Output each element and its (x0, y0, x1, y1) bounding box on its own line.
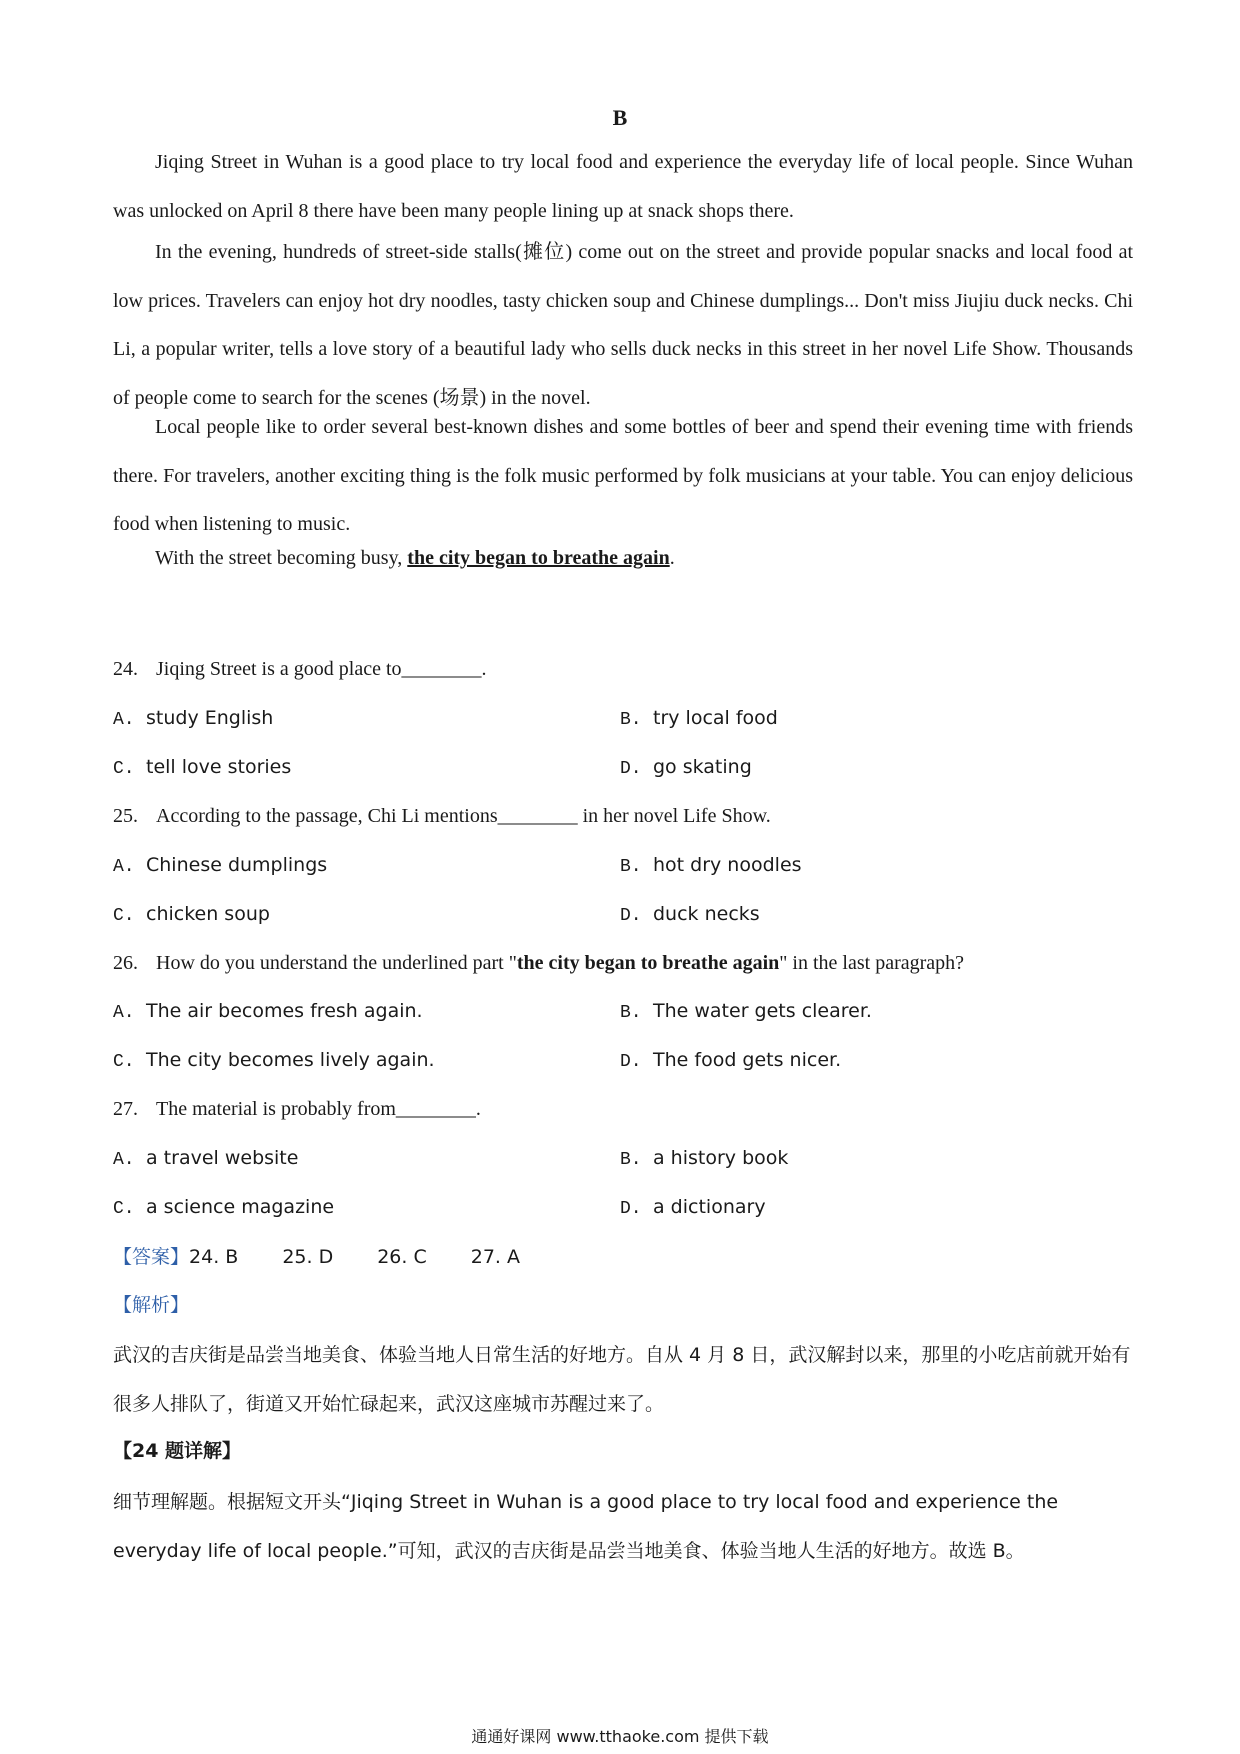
question-stem: According to the passage, Chi Li mentions________ in her novel Life Show. (156, 805, 771, 827)
answer-item: 27. A (470, 1246, 520, 1268)
option-text: The city becomes lively again. (146, 1049, 435, 1071)
option-25-a[interactable] (113, 850, 327, 882)
option-letter: B. (620, 1003, 642, 1023)
question-25 (113, 801, 1133, 831)
option-letter: C. (113, 1052, 135, 1072)
answer-item: 25. D (282, 1246, 334, 1268)
option-text: hot dry noodles (653, 854, 802, 876)
analysis-label: 【解析】 (113, 1294, 190, 1316)
option-27-a[interactable] (113, 1143, 298, 1175)
option-26-a[interactable] (113, 996, 423, 1028)
question-stem-lead: How do you understand the underlined part " (156, 952, 517, 974)
option-letter: B. (620, 857, 642, 877)
question-stem: The material is probably from________. (156, 1098, 481, 1120)
question-stem: Jiqing Street is a good place to________. (156, 658, 487, 680)
underlined-phrase: the city began to breathe again (407, 547, 670, 569)
option-24-c[interactable] (113, 752, 291, 784)
option-letter: D. (620, 1052, 642, 1072)
option-25-b[interactable] (620, 850, 802, 882)
question-number: 26. (113, 952, 138, 974)
option-text: The water gets clearer. (653, 1000, 872, 1022)
option-letter: B. (620, 1150, 642, 1170)
detail-text: 细节理解题。根据短文开头“Jiqing Street in Wuhan is a good place to try local food and experience the everyday life of local people.”可知，武汉的吉庆街是品尝当地美食、体验当地人生活的好地方。故选 B。 (113, 1491, 1059, 1562)
option-letter: C. (113, 759, 135, 779)
option-letter: A. (113, 1150, 135, 1170)
passage-p4-lead: With the street becoming busy, (155, 547, 408, 569)
option-26-d[interactable] (620, 1045, 841, 1077)
option-27-d[interactable] (620, 1192, 766, 1224)
analysis-summary: 武汉的吉庆街是品尝当地美食、体验当地人日常生活的好地方。自从 4 月 8 日，武汉解封以来，那里的小吃店前就开始有很多人排队了，街道又开始忙碌起来，武汉这座城市苏醒过来了。 (113, 1344, 1131, 1415)
option-text: a history book (653, 1147, 789, 1169)
answer-label: 【答案】 (113, 1246, 190, 1268)
footer-watermark: 通通好课网 www.tthaoke.com 提供下载 (471, 1727, 769, 1746)
option-text: a science magazine (146, 1196, 335, 1218)
passage-paragraph-2: In the evening, hundreds of street-side stalls(摊位) come out on the street and provide popular snacks and local food at low prices. Travelers can enjoy hot dry noodles, tasty chicken soup and Chinese dumplings... Don't miss Jiujiu duck necks. Chi Li, a popular writer, tells a love story of a beautiful lady who sells duck necks in this street in her novel Life Show. Thousands of people come to search for the scenes (场景) in the novel. (113, 241, 1133, 409)
option-text: a dictionary (653, 1196, 766, 1218)
option-letter: A. (113, 710, 135, 730)
question-27 (113, 1094, 1133, 1124)
option-letter: D. (620, 906, 642, 926)
option-letter: C. (113, 1199, 135, 1219)
option-letter: C. (113, 906, 135, 926)
option-26-c[interactable] (113, 1045, 435, 1077)
option-27-b[interactable] (620, 1143, 788, 1175)
question-number: 27. (113, 1098, 138, 1120)
option-text: go skating (653, 756, 752, 778)
section-title: B (612, 105, 628, 130)
option-26-b[interactable] (620, 996, 872, 1028)
option-text: a travel website (146, 1147, 299, 1169)
option-text: try local food (653, 707, 778, 729)
option-text: The food gets nicer. (653, 1049, 842, 1071)
question-number: 25. (113, 805, 138, 827)
option-27-c[interactable] (113, 1192, 334, 1224)
question-number: 24. (113, 658, 138, 680)
option-text: chicken soup (146, 903, 270, 925)
option-letter: D. (620, 759, 642, 779)
option-24-a[interactable] (113, 703, 273, 735)
option-text: study English (146, 707, 274, 729)
option-letter: A. (113, 1003, 135, 1023)
detail-label: 【24 题详解】 (113, 1440, 242, 1462)
option-text: The air becomes fresh again. (146, 1000, 423, 1022)
answer-item: 24. B (189, 1246, 239, 1268)
passage-paragraph-4 (113, 534, 1133, 583)
option-text: duck necks (653, 903, 760, 925)
question-24 (113, 654, 1133, 684)
option-text: Chinese dumplings (146, 854, 328, 876)
question-26 (113, 948, 1133, 978)
answer-key (113, 1242, 564, 1272)
option-text: tell love stories (146, 756, 292, 778)
passage-p4-end: . (669, 547, 675, 569)
option-letter: D. (620, 1199, 642, 1219)
option-24-b[interactable] (620, 703, 778, 735)
question-stem-end: " in the last paragraph? (779, 952, 965, 974)
option-25-d[interactable] (620, 899, 760, 931)
option-24-d[interactable] (620, 752, 752, 784)
option-letter: B. (620, 710, 642, 730)
answer-item: 26. C (377, 1246, 427, 1268)
option-letter: A. (113, 857, 135, 877)
question-stem-bold: the city began to breathe again (516, 952, 780, 974)
option-25-c[interactable] (113, 899, 270, 931)
passage-paragraph-1: Jiqing Street in Wuhan is a good place to try local food and experience the everyday life of local people. Since Wuhan was unlocked on April 8 there have been many people lining up at snack shops there. (113, 151, 1133, 222)
passage-paragraph-3: Local people like to order several best-known dishes and some bottles of beer and spend their evening time with friends there. For travelers, another exciting thing is the folk music performed by folk musicians at your table. You can enjoy delicious food when listening to music. (113, 416, 1133, 535)
